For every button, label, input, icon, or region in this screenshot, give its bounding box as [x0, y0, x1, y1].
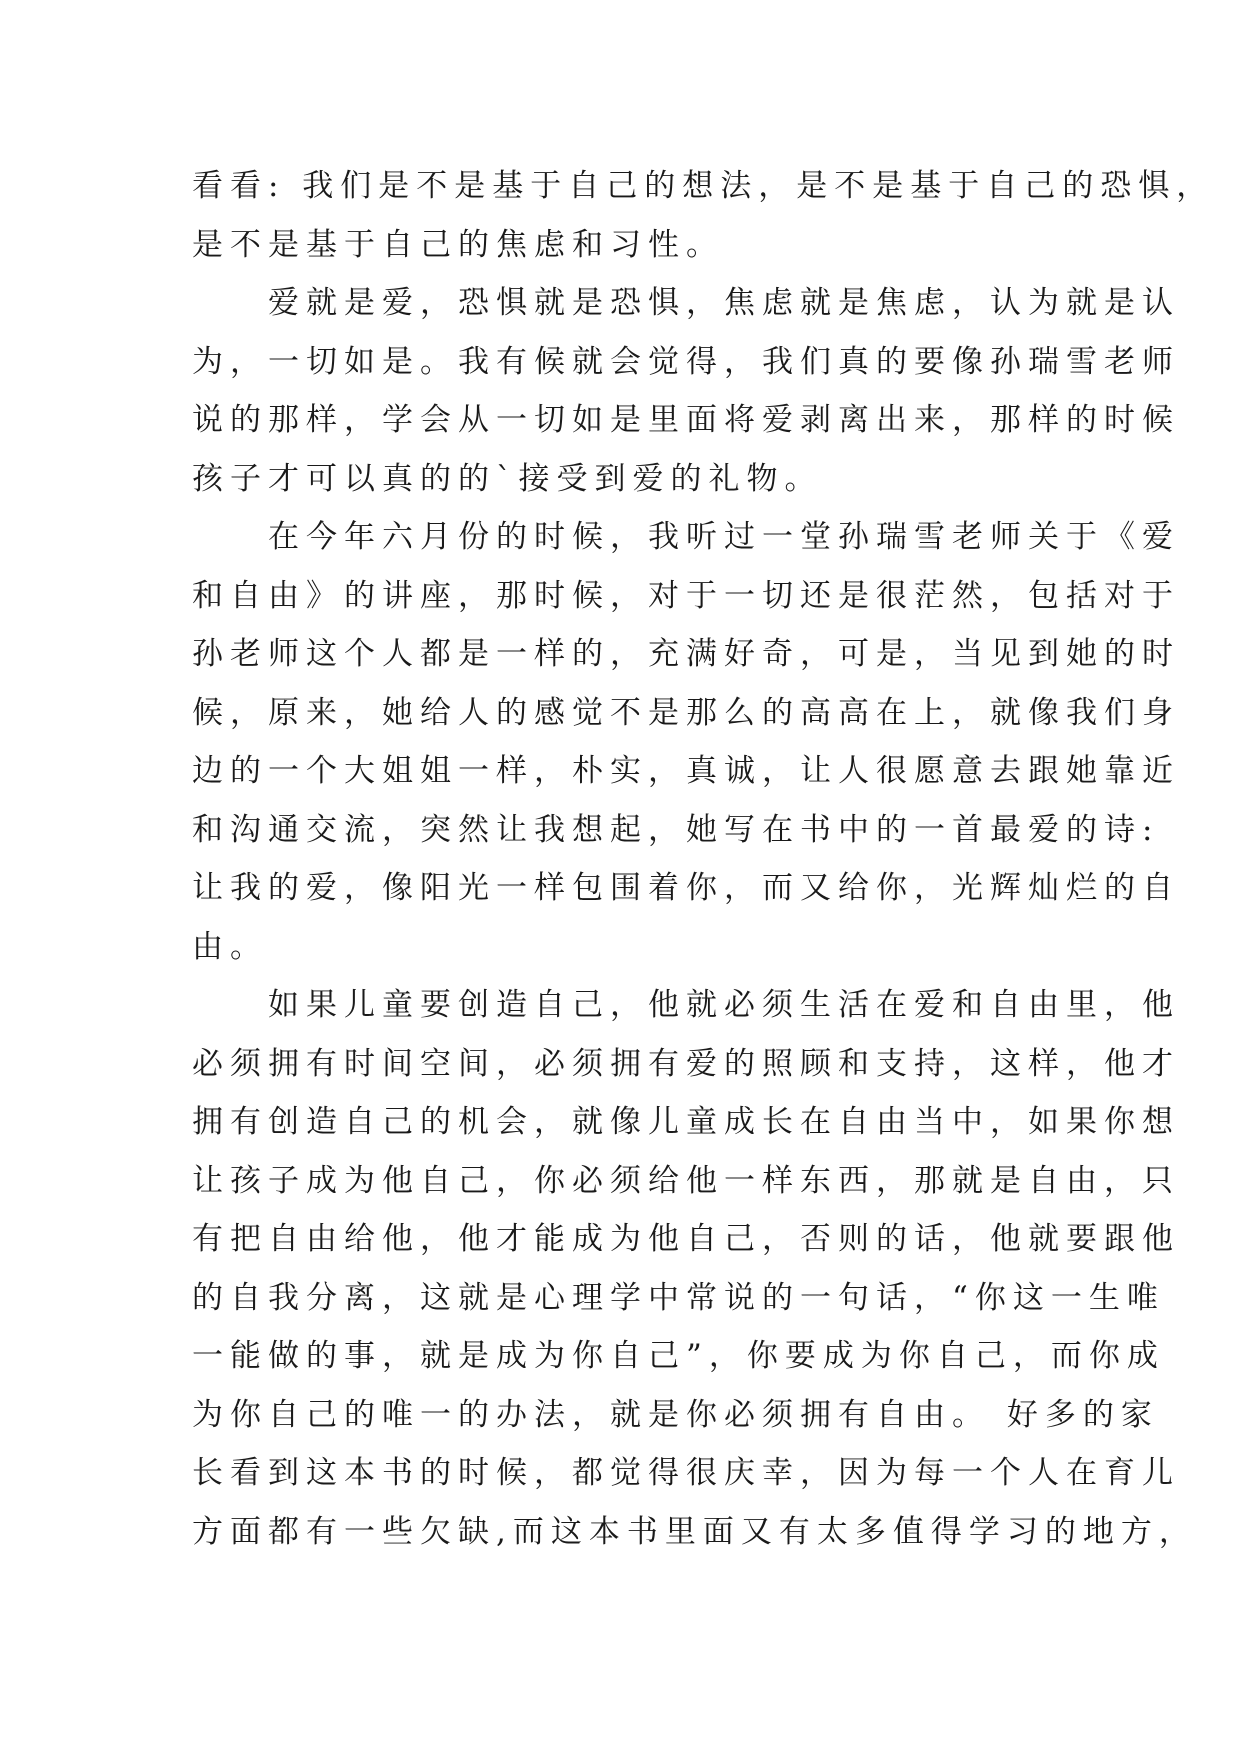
text-line: 让我的爱，像阳光一样包围着你，而又给你，光辉灿烂的自 [192, 870, 1180, 906]
text-line: 让孩子成为他自己，你必须给他一样东西，那就是自由，只 [192, 1162, 1180, 1199]
text-line: 方面都有一些欠缺,而这本书里面又有太多值得学习的地方， [192, 1513, 1197, 1550]
text-line: 必须拥有时间空间，必须拥有爱的照顾和支持，这样，他才 [192, 1045, 1180, 1082]
text-line: 如果儿童要创造自己，他就必须生活在爱和自由里，他 [192, 987, 1180, 1023]
text-line: 有把自由给他，他才能成为他自己，否则的话，他就要跟他 [192, 1221, 1180, 1257]
text-line: 和沟通交流，突然让我想起，她写在书中的一首最爱的诗: [192, 811, 1160, 848]
text-line: 和自由》的讲座，那时候，对于一切还是很茫然，包括对于 [192, 577, 1180, 614]
body-text [192, 157, 1215, 1561]
paragraph [192, 157, 1215, 274]
text-line: 候，原来，她给人的感觉不是那么的高高在上，就像我们身 [192, 694, 1180, 731]
text-line: 边的一个大姐姐一样，朴实，真诚，让人很愿意去跟她靠近 [192, 753, 1180, 789]
text-line: 在今年六月份的时候，我听过一堂孙瑞雪老师关于《爱 [192, 519, 1180, 555]
text-line: 看看: 我们是不是基于自己的想法，是不是基于自己的恐惧， [192, 168, 1215, 204]
text-line: 说的那样，学会从一切如是里面将爱剥离出来，那样的时候 [192, 402, 1180, 438]
text-line: 拥有创造自己的机会，就像儿童成长在自由当中，如果你想 [192, 1104, 1180, 1140]
text-line: 由。 [192, 928, 268, 965]
text-line: 孙老师这个人都是一样的，充满好奇，可是，当见到她的时 [192, 636, 1180, 672]
text-line: 为你自己的唯一的办法，就是你必须拥有自由。 好多的家 [192, 1396, 1159, 1433]
text-line: 孩子才可以真的的`接受到爱的礼物。 [192, 460, 823, 497]
paragraph [192, 274, 1180, 508]
paragraph [192, 976, 1197, 1561]
text-line: 为，一切如是。我有候就会觉得，我们真的要像孙瑞雪老师 [192, 343, 1180, 380]
text-line: 一能做的事，就是成为你自己”，你要成为你自己，而你成 [192, 1338, 1165, 1374]
text-line: 的自我分离，这就是心理学中常说的一句话，“你这一生唯 [192, 1279, 1165, 1316]
text-line: 是不是基于自己的焦虑和习性。 [192, 226, 724, 263]
text-line: 长看到这本书的时候，都觉得很庆幸，因为每一个人在育儿 [192, 1455, 1180, 1491]
paragraph [192, 508, 1180, 976]
text-line: 爱就是爱，恐惧就是恐惧，焦虑就是焦虑，认为就是认 [192, 285, 1180, 321]
